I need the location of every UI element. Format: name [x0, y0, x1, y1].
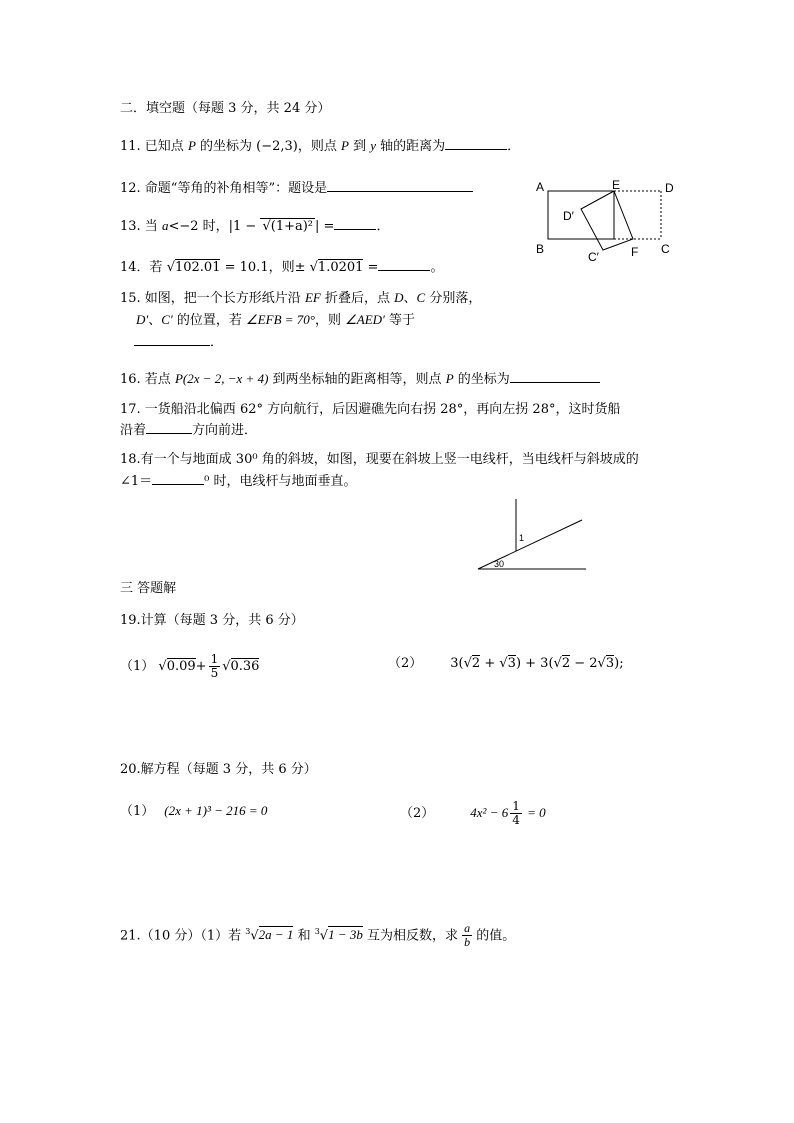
q21-text: 互为相反数，求 — [362, 928, 463, 944]
q15-text: 、 — [148, 313, 162, 328]
q14-text: 14．若 — [120, 260, 167, 275]
question-19-title: 19.计算（每题 3 分，共 6 分） — [120, 613, 304, 628]
question-14: 14．若 √102.01 = 10.1，则± √1.0201 = 。 — [120, 257, 443, 276]
question-15-line-1 — [120, 290, 481, 307]
answer-blank[interactable] — [146, 420, 192, 434]
q15-var: C′ — [161, 312, 173, 327]
sqrt-radicand: 3 — [605, 656, 615, 671]
question-19-part-2: （2） 3(√2 + √3) + 3(√2 − 2√3); — [388, 656, 624, 671]
q15-text: 、 — [403, 291, 417, 306]
q15-var: C — [416, 290, 426, 305]
rectangle-left — [548, 191, 614, 239]
section-2-title: 二．填空题（每题 3 分，共 24 分） — [120, 101, 331, 116]
label-A: A — [536, 180, 545, 194]
sqrt-radicand: √(1+a)² — [262, 219, 314, 234]
question-12 — [120, 178, 473, 197]
label-F: F — [631, 245, 639, 259]
q11-text: 的坐标为 — [195, 139, 257, 154]
question-19-part-1: （1） √0.09+ $\frac{1}{5}$ √0.36 — [120, 652, 260, 680]
question-21: 21.（10 分）（1）若 $^3$√2a − 1 和 $^3$√1 − 3b 互为相反数，求 $\frac{a}{b}$ 的值。 — [120, 921, 516, 950]
label-D: D — [665, 181, 674, 195]
answer-blank[interactable] — [134, 332, 210, 346]
label-D-prime: D′ — [563, 209, 574, 223]
q11-var: P — [187, 138, 196, 153]
q14-text: = 10.1，则± — [220, 260, 310, 275]
q16-text: 到两坐标轴的距离相等，则点 — [268, 372, 446, 387]
cbrt-radicand: 1 − 3b — [328, 927, 363, 943]
label-E: E — [612, 178, 621, 192]
q13-text: <−2 时，|1 − — [168, 219, 261, 234]
question-20-part-1 — [120, 803, 267, 820]
question-20-title: 20.解方程（每题 3 分，共 6 分） — [120, 762, 317, 777]
sqrt-radicand: 3 — [507, 656, 516, 671]
q15-var: D — [394, 290, 404, 305]
sqrt-radicand: 0.36 — [230, 659, 260, 674]
answer-blank[interactable] — [327, 178, 473, 192]
q12-text: 12. 命题“等角的补角相等”：题设是 — [120, 181, 328, 196]
q15-text: 的位置，若 — [172, 313, 247, 328]
q21-text: 21.（10 分）（1）若 — [120, 928, 246, 944]
q21-text: 的值。 — [472, 928, 516, 944]
question-17-line-1: 17. 一货船沿北偏西 62° 方向航行，后因避礁先向右拐 28°，再向左拐 28°，这时货船 — [120, 402, 621, 417]
question-13 — [120, 216, 389, 235]
answer-blank[interactable] — [152, 471, 204, 485]
q18-text: ⁰ 时，电线杆与地面垂直。 — [204, 474, 357, 489]
q15-angle: ∠EFB = 70° — [246, 312, 315, 327]
answer-blank[interactable] — [334, 216, 376, 230]
q15-var: D′ — [136, 312, 149, 327]
q11-var: P — [341, 138, 349, 153]
cbrt-radicand: 2a − 1 — [258, 927, 294, 943]
q15-text: 等于 — [384, 313, 416, 328]
question-17-line-2 — [120, 420, 257, 439]
slope-pole-figure — [470, 495, 595, 575]
question-11 — [120, 136, 520, 155]
sqrt-radicand: 0.09 — [166, 659, 196, 674]
question-15-line-3 — [134, 332, 223, 351]
answer-blank[interactable] — [445, 136, 507, 150]
label-C: C — [661, 242, 670, 256]
q16-text: 的坐标为 — [453, 372, 510, 387]
q13-text: | = — [315, 219, 335, 234]
q11-text: 到 — [348, 139, 371, 154]
q11-var: y — [370, 138, 377, 153]
fraction: $\frac{1}{5}$ — [210, 652, 219, 680]
q17-text: 方向前进． — [192, 423, 258, 438]
equation: 4x² − 6 — [470, 805, 509, 820]
q15-text: 15. 如图，把一个长方形纸片沿 — [120, 291, 305, 306]
label-C-prime: C′ — [588, 250, 599, 264]
q13-var: a — [161, 218, 169, 233]
question-16 — [120, 369, 600, 388]
q15-text: 分别落， — [425, 291, 482, 306]
q11-end: ． — [507, 139, 521, 154]
angle-30-label: 30 — [494, 559, 505, 569]
q11-text: 轴的距离为 — [376, 139, 446, 154]
q15-text: ，则 — [314, 313, 346, 328]
q16-text: 16. 若点 — [120, 372, 175, 387]
section-3-title: 三 答题解 — [120, 581, 177, 596]
part-label: （1） — [120, 804, 155, 819]
part-label: （2） — [388, 656, 423, 671]
q15-end: ． — [210, 335, 224, 350]
angle-1-label: 1 — [519, 533, 525, 543]
fraction: $\frac{a}{b}$ — [464, 921, 471, 950]
answer-blank[interactable] — [378, 257, 430, 271]
part-label: （1） — [120, 659, 155, 674]
q15-angle: ∠AED′ — [345, 312, 385, 327]
label-B: B — [536, 242, 545, 256]
plus-sign: + — [195, 659, 207, 674]
q14-text: = — [363, 260, 379, 275]
q15-var: EF — [304, 290, 321, 305]
fraction: $\frac{1}{4}$ — [512, 799, 520, 827]
question-15-line-2 — [136, 312, 415, 329]
question-18-line-2 — [120, 471, 357, 490]
equation: (2x + 1)³ − 216 = 0 — [164, 803, 268, 818]
question-18-line-1: 18.有一个与地面成 30⁰ 角的斜坡，如图，现要在斜坡上竖一电线杆，当电线杆与斜坡成的 — [120, 452, 639, 467]
part-label: （2） — [400, 806, 435, 821]
folded-rectangle-figure — [530, 175, 680, 265]
q21-text: 和 — [293, 928, 315, 944]
q15-text: 折叠后，点 — [320, 291, 395, 306]
question-20-part-2: （2） 4x² − 6 $\frac{1}{4}$ = 0 — [400, 799, 546, 827]
sqrt-radicand: 1.0201 — [317, 260, 364, 275]
q18-text: ∠1＝ — [120, 474, 153, 489]
q13-text: 13. 当 — [120, 219, 162, 234]
q11-text: ，则点 — [297, 139, 342, 154]
folded-flap — [581, 191, 633, 250]
q16-point: P(2x − 2, −x + 4) — [174, 371, 269, 386]
q17-text: 沿着 — [120, 423, 147, 438]
sqrt-radicand: 102.01 — [174, 260, 221, 275]
sqrt-radicand: 2 — [471, 656, 481, 671]
answer-blank[interactable] — [510, 369, 600, 383]
q13-end: ． — [376, 219, 390, 234]
q11-text: 11. 已知点 — [120, 139, 188, 154]
q16-var: P — [445, 371, 454, 386]
sqrt-radicand: 2 — [561, 656, 571, 671]
q11-coord: (−2,3) — [256, 139, 298, 154]
